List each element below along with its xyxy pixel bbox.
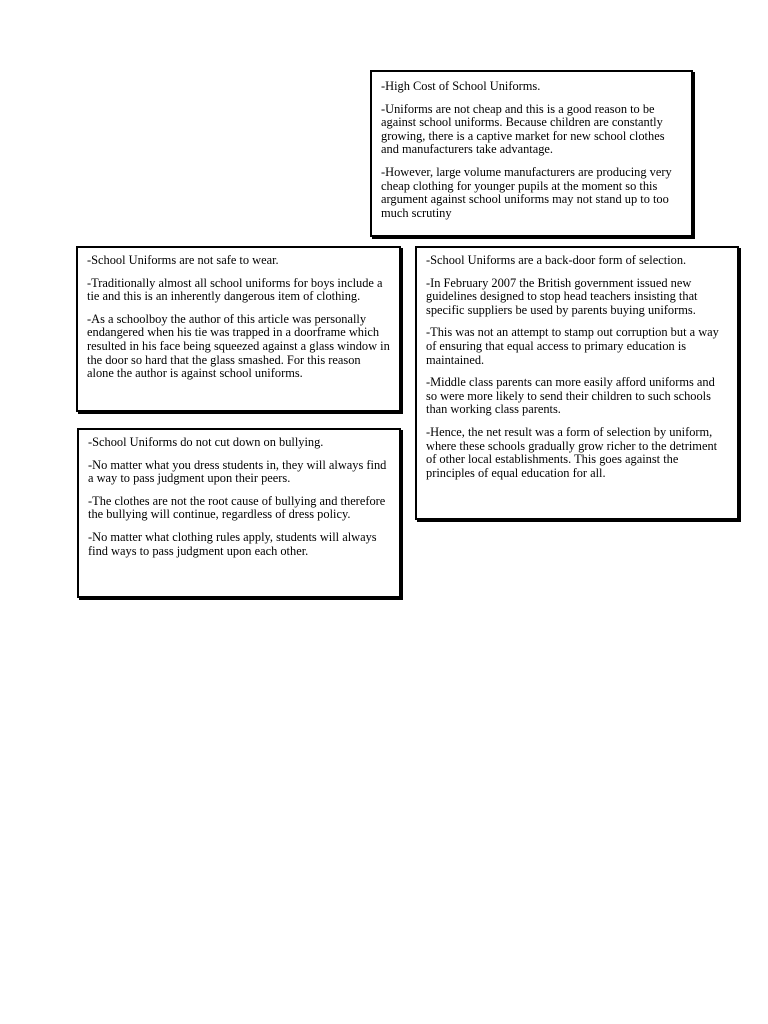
box-paragraph: -Middle class parents can more easily afford uniforms and so were more likely to send their children to such schools than working class parents. <box>426 375 715 417</box>
box-paragraph: -As a schoolboy the author of this article was personally endangered when his tie was trapped in a doorframe which resulted in his face being squeezed against a glass window in the door so hard that the glass smashed. For this reason alone the author is against school uniforms. <box>87 311 390 381</box>
box-paragraph: -Traditionally almost all school uniforms for boys include a tie and this is an inherently dangerous item of clothing. <box>87 275 383 304</box>
not-safe-argument-box <box>76 246 401 412</box>
box-paragraph: -However, large volume manufacturers are producing very cheap clothing for younger pupils at the moment so this argument against school uniforms may not stand up to too much scrutiny <box>381 164 672 220</box>
box-paragraph: -No matter what you dress students in, they will always find a way to pass judgment upon their peers. <box>88 457 387 486</box>
high-cost-argument-box <box>370 70 693 237</box>
box-paragraph: -No matter what clothing rules apply, students will always find ways to pass judgment upon each other. <box>88 529 377 558</box>
box-paragraph: -Hence, the net result was a form of selection by uniform, where these schools gradually grow richer to the detriment of other local establishments. This goes against the principles of equal education for all. <box>426 424 718 480</box>
box-paragraph: -The clothes are not the root cause of bullying and therefore the bullying will continue, regardless of dress policy. <box>88 493 386 522</box>
box-heading: -High Cost of School Uniforms. <box>381 79 541 93</box>
box-paragraph: -In February 2007 the British government issued new guidelines designed to stop head teachers insisting that specific suppliers be used by parents buying uniforms. <box>426 275 698 317</box>
box-paragraph: -Uniforms are not cheap and this is a good reason to be against school uniforms. Because children are constantly growing, there is a captive market for new school clothes and manufacturers take advantage. <box>381 101 665 157</box>
back-door-selection-argument-box <box>415 246 739 520</box>
box-heading: -School Uniforms are not safe to wear. <box>87 253 279 267</box>
box-heading: -School Uniforms are a back-door form of selection. <box>426 253 687 267</box>
box-heading: -School Uniforms do not cut down on bullying. <box>88 435 324 449</box>
box-paragraph: -This was not an attempt to stamp out corruption but a way of ensuring that equal access to primary education is maintained. <box>426 325 719 367</box>
bullying-argument-box <box>77 428 401 598</box>
